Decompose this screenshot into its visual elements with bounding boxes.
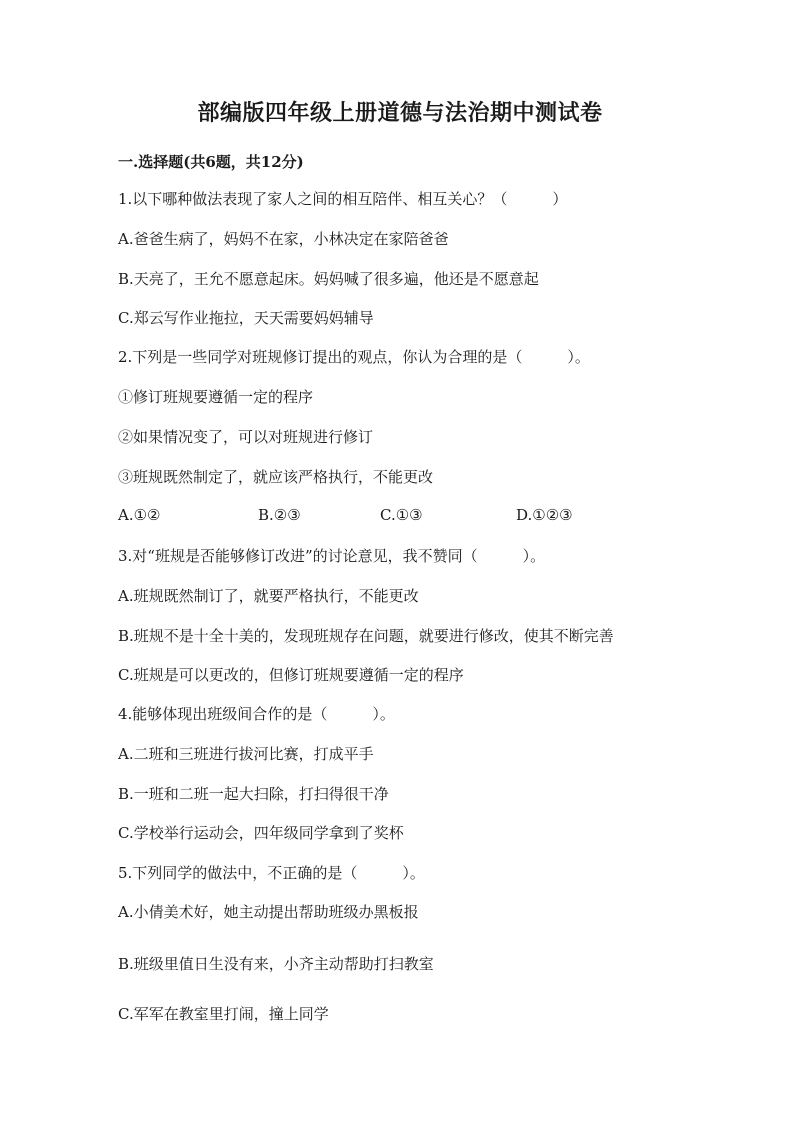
question-3-option-c: C.班规是可以更改的，但修订班规要遵循一定的程序	[118, 666, 464, 684]
question-4-option-a: A.二班和三班进行拔河比赛，打成平手	[118, 745, 374, 763]
question-2-statement-1: ①修订班规要遵循一定的程序	[118, 388, 314, 406]
question-1-option-a: A.爸爸生病了，妈妈不在家，小林决定在家陪爸爸	[118, 230, 449, 248]
question-2-option-a: A.①②	[118, 506, 161, 524]
question-2-option-c: C.①③	[380, 506, 423, 524]
question-4-option-b: B.一班和二班一起大扫除，打扫得很干净	[118, 785, 389, 803]
question-4-option-c: C.学校举行运动会，四年级同学拿到了奖杯	[118, 824, 404, 842]
question-5-stem: 5.下列同学的做法中，不正确的是（ ）。	[118, 864, 425, 882]
question-1-stem: 1.以下哪种做法表现了家人之间的相互陪伴、相互关心？（ ）	[118, 190, 568, 208]
section-heading: 一.选择题(共6题，共12分)	[118, 153, 304, 171]
question-3-stem: 3.对“班规是否能够修订改进”的讨论意见，我不赞同（ ）。	[118, 547, 546, 565]
question-4-stem: 4.能够体现出班级间合作的是（ ）。	[118, 705, 395, 723]
question-2-option-d: D.①②③	[516, 506, 573, 524]
question-2-statement-2: ②如果情况变了，可以对班规进行修订	[118, 428, 374, 446]
question-3-option-b: B.班规不是十全十美的，发现班规存在问题，就要进行修改，使其不断完善	[118, 627, 614, 645]
question-2-statement-3: ③班规既然制定了，就应该严格执行，不能更改	[118, 468, 434, 486]
question-2-option-b: B.②③	[258, 506, 301, 524]
question-2-stem: 2.下列是一些同学对班规修订提出的观点，你认为合理的是（ ）。	[118, 348, 590, 366]
question-1-option-b: B.天亮了，王允不愿意起床。妈妈喊了很多遍，他还是不愿意起	[118, 270, 539, 288]
question-5-option-a: A.小倩美术好，她主动提出帮助班级办黑板报	[118, 903, 419, 921]
question-5-option-b: B.班级里值日生没有来，小齐主动帮助打扫教室	[118, 955, 434, 973]
question-5-option-c: C.军军在教室里打闹，撞上同学	[118, 1005, 329, 1023]
question-3-option-a: A.班规既然制订了，就要严格执行，不能更改	[118, 587, 419, 605]
page-title: 部编版四年级上册道德与法治期中测试卷	[197, 100, 603, 126]
question-1-option-c: C.郑云写作业拖拉，天天需要妈妈辅导	[118, 309, 374, 327]
